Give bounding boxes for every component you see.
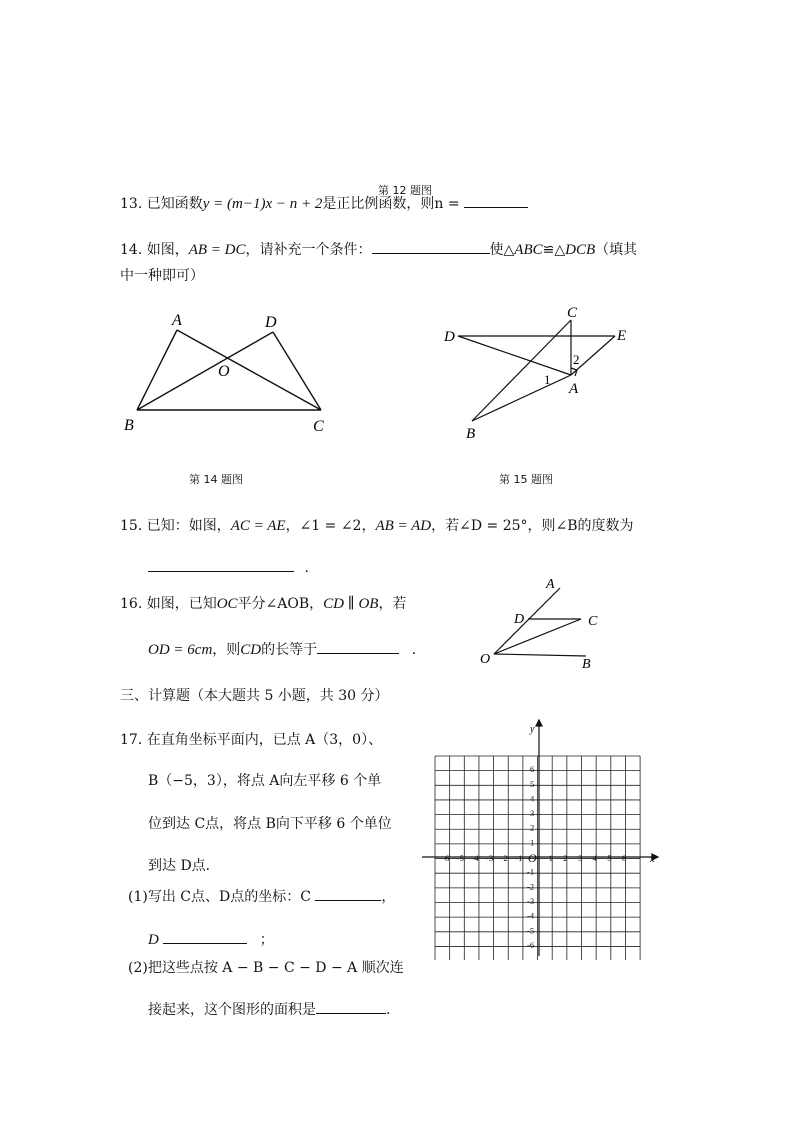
axis-label-x: x bbox=[650, 854, 655, 865]
q13-formula: y = (m−1)x − n + 2 bbox=[202, 196, 323, 212]
q16-number: 16. bbox=[120, 596, 143, 612]
q17-d-label: D bbox=[148, 932, 159, 948]
fig15-caption: 第 15 题图 bbox=[499, 473, 553, 486]
fig15-label-1: 1 bbox=[544, 372, 551, 387]
ray-OC bbox=[494, 619, 581, 654]
q16-cd-parallel: CD ∥ OB bbox=[323, 596, 379, 612]
y-tick-label: 4 bbox=[530, 793, 535, 804]
x-tick-label: 2 bbox=[563, 853, 568, 863]
q17-sub1-text: (1)写出 C点、D点的坐标：C bbox=[128, 889, 311, 905]
question-17 bbox=[120, 730, 382, 750]
y-tick-label: -2 bbox=[527, 881, 535, 892]
x-tick-label: -2 bbox=[500, 853, 508, 863]
seg-AC bbox=[177, 330, 321, 410]
x-tick-label: 3 bbox=[577, 853, 583, 863]
x-tick-label: 1 bbox=[548, 853, 553, 863]
figure-14 bbox=[110, 300, 350, 445]
y-tick-label: 3 bbox=[530, 808, 535, 819]
question-14 bbox=[120, 239, 637, 260]
q17-sub1 bbox=[128, 886, 395, 907]
q14-mid: ，请补充一个条件： bbox=[245, 242, 372, 258]
q16-oc: OC bbox=[216, 596, 238, 612]
q17-c-blank[interactable] bbox=[315, 886, 381, 901]
fig16-label-D: D bbox=[514, 612, 525, 627]
q16-line2-post: 的长等于 bbox=[261, 642, 318, 658]
q15-answer-line bbox=[148, 557, 309, 578]
q14-tri2: DCB bbox=[565, 242, 596, 258]
q15-c2: AB = AD bbox=[375, 518, 432, 534]
q17-number: 17. bbox=[120, 732, 143, 748]
x-tick-label: -3 bbox=[486, 853, 494, 863]
seg-DC bbox=[273, 332, 321, 410]
q13-pre: 已知函数 bbox=[146, 196, 203, 212]
y-axis-arrow bbox=[536, 720, 542, 726]
q14-answer-blank[interactable] bbox=[372, 239, 490, 254]
q16-line2 bbox=[148, 639, 416, 660]
x-tick-label: -4 bbox=[471, 853, 479, 863]
q17-line4: 到达 D点． bbox=[148, 858, 220, 874]
y-tick-label: 6 bbox=[530, 764, 535, 775]
question-15 bbox=[120, 516, 634, 536]
x-tick-label: -5 bbox=[456, 853, 464, 863]
q17-sub2: (2)把这些点按 A − B − C − D − A 顺次连 bbox=[128, 960, 404, 976]
q14-cong: ≌△ bbox=[542, 242, 566, 258]
q13-answer-blank[interactable] bbox=[464, 193, 528, 208]
x-tick-label: 4 bbox=[592, 853, 597, 863]
seg-DB bbox=[137, 332, 273, 410]
fig14-label-B: B bbox=[124, 417, 134, 434]
q17-sub2-text: 接起来，这个图形的面积是 bbox=[148, 1002, 316, 1018]
q17-line2: B（−5，3），将点 A向左平移 6 个单 bbox=[148, 773, 382, 789]
q14-pre: 如图， bbox=[146, 242, 189, 258]
fig12-caption: 第 12 题图 bbox=[378, 184, 432, 197]
fig15-label-2: 2 bbox=[573, 352, 580, 367]
q13-number: 13. bbox=[120, 196, 143, 212]
ray-OB bbox=[494, 654, 586, 656]
q15-sep1: ，∠1 = ∠2， bbox=[285, 518, 376, 534]
q15-pre: 已知：如图， bbox=[146, 518, 231, 534]
axis-label-y: y bbox=[530, 724, 535, 735]
q13-post: 是正比例函数，则n = bbox=[322, 196, 460, 212]
q14-post1: 使△ bbox=[489, 242, 515, 258]
coordinate-grid bbox=[420, 718, 665, 960]
q16-od: OD = 6cm bbox=[148, 642, 213, 658]
fig15-label-E: E bbox=[617, 328, 627, 344]
fig16-label-O: O bbox=[480, 652, 491, 667]
x-tick-label: -6 bbox=[442, 853, 450, 863]
fig16-label-B: B bbox=[582, 657, 591, 672]
q14-line2: 中一种即可） bbox=[120, 268, 204, 284]
q14-tri1: ABC bbox=[514, 242, 543, 258]
x-tick-label: 5 bbox=[607, 853, 612, 863]
q15-mid: ，若∠D = 25°，则∠B的度数为 bbox=[431, 518, 634, 534]
fig15-label-D: D bbox=[444, 329, 455, 345]
x-tick-label: -1 bbox=[515, 853, 523, 863]
y-tick-label: -3 bbox=[527, 895, 535, 906]
q17-sub2-line2 bbox=[148, 999, 390, 1020]
y-tick-label: -4 bbox=[527, 910, 535, 921]
figure-15 bbox=[435, 298, 635, 446]
q15-end: . bbox=[304, 560, 309, 576]
q14-number: 14. bbox=[120, 242, 143, 258]
q16-post: ，若 bbox=[378, 596, 407, 612]
q16-end: . bbox=[411, 642, 417, 658]
y-tick-label: -6 bbox=[527, 939, 535, 950]
seg-DA bbox=[458, 336, 571, 375]
q16-pre: 如图，已知 bbox=[146, 596, 217, 612]
q16-line2-mid: ，则 bbox=[212, 642, 241, 658]
q17-d-blank[interactable] bbox=[163, 929, 247, 944]
question-13 bbox=[120, 193, 528, 214]
q16-mid: 平分∠AOB， bbox=[237, 596, 324, 612]
q14-post2: （填其 bbox=[595, 242, 638, 258]
question-16 bbox=[120, 594, 406, 614]
fig14-label-O: O bbox=[218, 363, 230, 380]
fig14-caption: 第 14 题图 bbox=[189, 473, 243, 486]
q17-sub1-d-line bbox=[148, 929, 274, 950]
q17-line3: 位到达 C点，将点 B向下平移 6 个单位 bbox=[148, 816, 392, 832]
section-3-header: 三、计算题（本大题共 5 小题，共 30 分） bbox=[120, 688, 389, 704]
q16-cd: CD bbox=[240, 642, 262, 658]
q15-answer-blank[interactable] bbox=[148, 557, 294, 572]
y-tick-label: 5 bbox=[530, 778, 535, 789]
q17-d-end: ； bbox=[259, 932, 274, 948]
x-tick-label: 6 bbox=[621, 853, 627, 863]
fig16-label-C: C bbox=[588, 614, 598, 629]
y-tick-label: 2 bbox=[530, 822, 535, 833]
q17-sub1-end: ， bbox=[381, 889, 396, 905]
q14-given: AB = DC bbox=[188, 242, 246, 258]
ray-OA bbox=[494, 588, 560, 654]
figure-16 bbox=[470, 572, 610, 672]
q15-c1: AC = AE bbox=[230, 518, 286, 534]
q17-sub2-end: . bbox=[386, 1002, 391, 1018]
fig16-label-A: A bbox=[546, 577, 555, 592]
q17-area-blank[interactable] bbox=[316, 999, 386, 1014]
fig14-label-D: D bbox=[265, 314, 277, 331]
seg-BA bbox=[472, 375, 571, 421]
y-tick-label: -5 bbox=[527, 925, 535, 936]
fig14-label-C: C bbox=[313, 418, 324, 435]
q16-answer-blank[interactable] bbox=[317, 639, 399, 654]
y-tick-label: -1 bbox=[527, 866, 535, 877]
q17-line1: 在直角坐标平面内，已点 A（3，0）、 bbox=[146, 732, 383, 748]
fig15-label-C: C bbox=[567, 305, 578, 321]
fig15-label-A: A bbox=[569, 381, 579, 397]
fig15-label-B: B bbox=[466, 426, 476, 442]
q15-number: 15. bbox=[120, 518, 143, 534]
fig14-label-A: A bbox=[172, 312, 182, 329]
y-tick-label: 1 bbox=[530, 837, 535, 848]
origin-label: O bbox=[528, 851, 537, 865]
